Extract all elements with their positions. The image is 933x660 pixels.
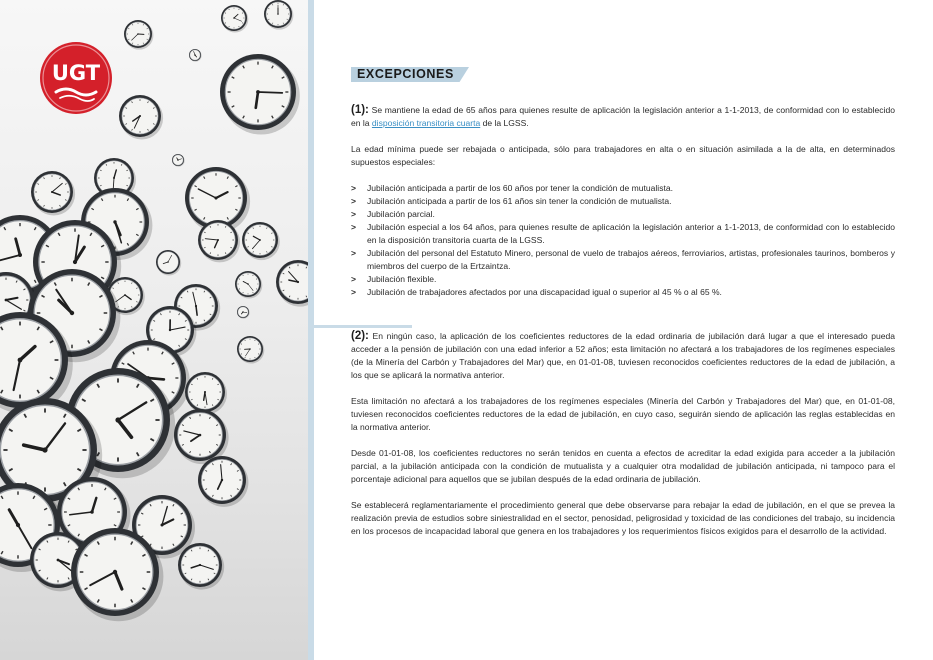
note-2: [351, 330, 895, 382]
exceptions-list: [351, 182, 895, 299]
bullet-marker: >: [351, 287, 356, 297]
paragraph-limitation: Esta limitación no afectará a los trabajadores de los regímenes especiales (Minería del Carbón y Trabajadores del Mar) que, en 01-01-08, tuviesen reconocidos coeficientes reductores de la edad de jubilación, en cuyo caso, seguirán siendo de aplicación las reglas establecidas en la normativa anterior.: [351, 396, 895, 432]
bullet-marker: >: [351, 222, 356, 232]
note-1-number: (1):: [351, 104, 369, 116]
note-1-text-end: de la LGSS.: [480, 118, 529, 128]
paragraph-procedure: Se establecerá reglamentariamente el procedimiento general que debe observarse para rebajar la edad de jubilación, en el que se prevea la realización previa de estudios sobre siniestralidad en el sector, penosidad, peligrosidad y toxicidad de las condiciones del trabajo, su incidencia en los procesos de incapacidad laboral que genera en los trabajadores y los requerimientos físicos exigidos para el desarrollo de la actividad.: [351, 500, 895, 536]
list-item-text: Jubilación flexible.: [367, 274, 437, 284]
clock-icon: [124, 20, 153, 50]
list-item: [351, 247, 895, 273]
note-1-text: Se mantiene la edad de 65 años para quienes resulte de aplicación la legislación anterior a 1-1-2013, de conformidad con lo establecido en la: [351, 105, 895, 128]
list-item: [351, 182, 895, 195]
clock-icon: [264, 0, 293, 30]
bullet-marker: >: [351, 183, 356, 193]
bullet-marker: >: [351, 196, 356, 206]
list-item-text: Jubilación de trabajadores afectados por una discapacidad igual o superior al 45 % o al 65 %.: [367, 287, 722, 297]
clock-icon: [220, 54, 300, 135]
list-item-text: Jubilación especial a los 64 años, para quienes resulte de aplicación la legislación anterior a 1-1-2013, de conformidad con lo establecido en la disposición transitoria cuarta de la LGSS.: [367, 222, 895, 245]
list-item: [351, 286, 895, 299]
bullet-marker: >: [351, 274, 356, 284]
bullet-marker: >: [351, 248, 356, 258]
section-title: EXCEPCIONES: [357, 67, 454, 81]
clock-illustration-panel: [0, 0, 308, 660]
ugt-logo: [40, 42, 112, 114]
clock-icon: [172, 154, 185, 167]
clock-icon: [198, 456, 248, 507]
clock-icon: [178, 543, 224, 590]
note-2-text: En ningún caso, la aplicación de los coeficientes reductores de la edad ordinaria de jubilación dará lugar a que el interesado pueda acceder a la pensión de jubilación con una edad inferior a 52 años; esta limitación no afectará a los trabajadores de los regímenes especiales (de la Minería del Carbón y Trabajadores del Mar) que, en 01-01-08, tuviesen reconocidos coeficientes reductores de la edad de jubilación, a los que se aplicará la normativa anterior.: [351, 331, 895, 380]
clock-icon: [119, 95, 163, 140]
section-heading: [351, 64, 454, 84]
clock-icon: [237, 306, 250, 319]
bullet-marker: >: [351, 209, 356, 219]
list-item: [351, 195, 895, 208]
intro-paragraph: La edad mínima puede ser rebajada o anticipada, sólo para trabajadores en alta o en situación asimilada a la de alta, en determinados supuestos especiales:: [351, 144, 895, 167]
list-item-text: Jubilación anticipada a partir de los 60 años por tener la condición de mutualista.: [367, 183, 673, 193]
vertical-divider: [308, 0, 314, 660]
note-2-number: (2):: [351, 330, 369, 342]
list-item: [351, 221, 895, 247]
disposicion-transitoria-link[interactable]: disposición transitoria cuarta: [371, 118, 481, 128]
clocks-illustration: [0, 0, 308, 660]
clock-icon: [276, 260, 308, 307]
clock-icon: [31, 171, 75, 216]
document-content: [351, 64, 895, 551]
logo-text: UGT: [51, 61, 101, 85]
clock-icon: [185, 372, 227, 414]
list-item-text: Jubilación del personal del Estatuto Minero, personal de vuelo de trabajos aéreos, ferroviarios, artistas, profesionales taurinos, bomberos y miembros del cuerpo de la Ertzaintza.: [367, 248, 895, 271]
list-item: [351, 273, 895, 286]
clock-icon: [221, 5, 248, 33]
list-item: [351, 208, 895, 221]
clock-icon: [242, 222, 280, 260]
clock-icon: [189, 49, 202, 62]
clock-icon: [174, 409, 229, 464]
list-item-text: Jubilación parcial.: [367, 209, 435, 219]
clock-icon: [235, 271, 262, 299]
list-item-text: Jubilación anticipada a partir de los 61 años sin tener la condición de mutualista.: [367, 196, 672, 206]
clock-icon: [156, 250, 181, 275]
note-1: [351, 104, 895, 130]
paragraph-coefficients: Desde 01-01-08, los coeficientes reductores no serán tenidos en cuenta a efectos de acreditar la edad exigida para acceder a la jubilación parcial, a la jubilación anticipada con la condición de mutualista y a cualquier otra modalidad de jubilación anticipada, ni tampoco para el porcentaje adicional para aquellos que se jubilan después de la edad ordinaria de jubilación.: [351, 448, 895, 484]
clock-icon: [237, 336, 264, 364]
